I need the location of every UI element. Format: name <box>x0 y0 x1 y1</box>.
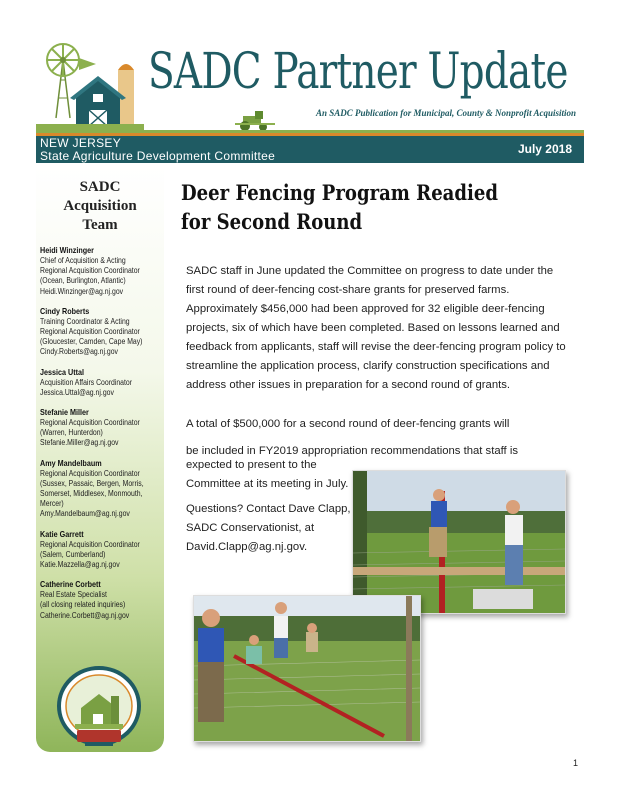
contact-email[interactable]: Katie.Mazzella@ag.nj.gov <box>40 560 120 570</box>
contact-detail: (Sussex, Passaic, Bergen, Morris, <box>40 478 144 488</box>
contact-detail: Training Coordinator & Acting <box>40 316 130 326</box>
contact-name: Jessica Uttal <box>40 366 85 377</box>
contact-detail: Regional Acquisition Coordinator <box>40 468 140 478</box>
contact-entry <box>40 367 164 398</box>
contact-detail: Regional Acquisition Coordinator <box>40 539 140 549</box>
issue-date: July 2018 <box>517 142 572 156</box>
sadc-seal-icon <box>51 666 147 748</box>
contact-entry <box>40 529 164 571</box>
contact-detail: (all closing related inquiries) <box>40 600 126 610</box>
tractor-icon <box>233 110 277 132</box>
masthead <box>36 38 584 163</box>
contact-name: Catherine Corbett <box>40 579 101 590</box>
masthead-band <box>36 136 584 163</box>
contact-detail: (Salem, Cumberland) <box>40 549 106 559</box>
contact-name: Heidi Winzinger <box>40 245 94 255</box>
contact-detail: Mercer) <box>40 499 64 509</box>
contact-detail: Regional Acquisition Coordinator <box>40 418 140 428</box>
contact-entry <box>40 245 164 297</box>
article-paragraph: expected to present to the Committee at its meeting in July. <box>186 459 349 490</box>
contact-email[interactable]: Stefanie.Miller@ag.nj.gov <box>40 438 119 448</box>
contact-detail: Real Estate Specialist <box>40 590 107 600</box>
contact-name: Amy Mandelbaum <box>40 457 102 468</box>
contact-name: Stefanie Miller <box>40 407 89 418</box>
fence-installation-photo <box>352 470 566 614</box>
contact-paragraph: Questions? Contact Dave Clapp, SADC Conservationist, at David.Clapp@ag.nj.gov. <box>186 503 351 553</box>
org-line-2: State Agriculture Development Committee <box>40 149 276 163</box>
fence-workers-photo <box>193 595 421 742</box>
contact-email[interactable]: Catherine.Corbett@ag.nj.gov <box>40 610 130 620</box>
article-paragraph: be included in FY2019 appropriation recommendations that staff is <box>186 445 518 457</box>
org-line-1: NEW JERSEY <box>40 136 122 150</box>
contact-email[interactable]: Heidi.Winzinger@ag.nj.gov <box>40 286 124 296</box>
article-headline: Deer Fencing Program Readied for Second Round <box>181 180 499 234</box>
contact-entry <box>40 306 164 358</box>
contact-name: Cindy Roberts <box>40 305 90 316</box>
page-number: 1 <box>572 758 578 768</box>
contact-email[interactable]: Amy.Mandelbaum@ag.nj.gov <box>40 509 130 519</box>
contact-detail: (Ocean, Burlington, Atlantic) <box>40 276 126 286</box>
contact-detail: Somerset, Middlesex, Monmouth, <box>40 489 143 499</box>
contact-name: Katie Garrett <box>40 528 84 539</box>
contact-detail: Chief of Acquisition & Acting <box>40 256 126 265</box>
contact-email[interactable]: Jessica.Uttal@ag.nj.gov <box>40 387 114 397</box>
article-paragraph: SADC staff in June updated the Committee on progress to date under the first round of deer-fencing cost-share grants for preserved farms. Approximately $456,000 had been approved for 32 eligible deer-fencing projects, six of which have been completed. Based on lessons learned and feedback from applicants, staff will revise the deer-fencing program policy to streamline the application process, clarify construction specifications and address other issues in preparation for a second round of grants. <box>186 265 566 391</box>
contact-list <box>40 245 164 621</box>
farm-logo-icon <box>36 38 144 130</box>
contact-entry <box>40 458 164 520</box>
newsletter-title: SADC Partner Update <box>148 42 568 100</box>
contact-email[interactable]: Cindy.Roberts@ag.nj.gov <box>40 347 118 357</box>
contact-entry <box>40 407 164 449</box>
tagline: An SADC Publication for Municipal, County & Nonprofit Acquisition <box>316 108 576 118</box>
contact-detail: Acquisition Affairs Coordinator <box>40 377 133 387</box>
contact-entry <box>40 579 164 621</box>
contact-detail: (Warren, Hunterdon) <box>40 428 103 438</box>
article-paragraph: A total of $500,000 for a second round of deer-fencing grants will <box>186 418 510 430</box>
sidebar-title: SADC Acquisition Team <box>63 179 137 233</box>
contact-detail: Regional Acquisition Coordinator <box>40 327 140 337</box>
acquisition-team-sidebar <box>36 166 164 752</box>
contact-detail: Regional Acquisition Coordinator <box>40 266 140 276</box>
contact-detail: (Gloucester, Camden, Cape May) <box>40 337 143 347</box>
